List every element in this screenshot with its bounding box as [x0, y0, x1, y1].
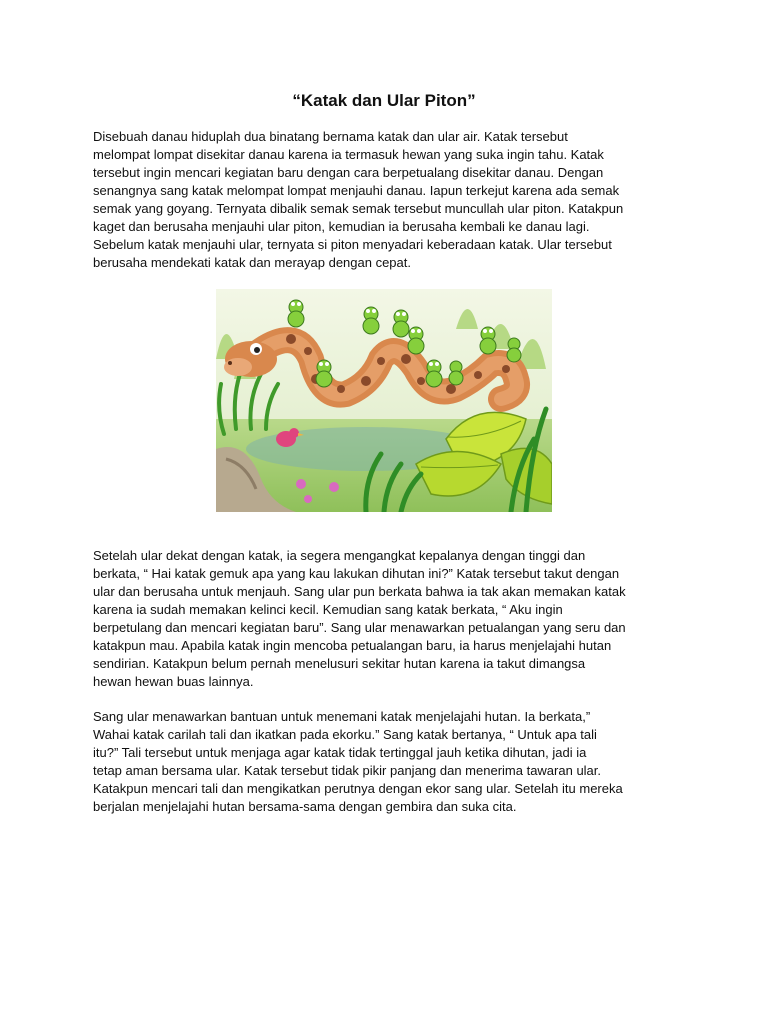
text-line: itu?” Tali tersebut untuk menjaga agar katak tidak tertinggal jauh ketika dihutan, jadi ia [93, 745, 587, 760]
paragraph-1 [93, 128, 683, 272]
text-line: berjalan menjelajahi hutan bersama-sama dengan gembira dan suka cita. [93, 799, 517, 814]
text-line: Sang ular menawarkan bantuan untuk menemani katak menjelajahi hutan. Ia berkata,” [93, 709, 591, 724]
text-line: sendirian. Katakpun belum pernah menelusuri sekitar hutan karena ia takut dimangsa [93, 656, 586, 671]
text-line: karena ia sudah memakan kelinci kecil. Kemudian sang katak berkata, “ Aku ingin [93, 602, 563, 617]
frog-icon [288, 300, 304, 327]
frog-icon [393, 310, 409, 337]
text-line: Disebuah danau hiduplah dua binatang bernama katak dan ular air. Katak tersebut [93, 129, 568, 144]
text-line: kaget dan berusaha menjauhi ular piton, kemudian ia berusaha kembali ke danau lagi. [93, 219, 590, 234]
text-line: senangnya sang katak melompat lompat menjauhi danau. Iapun terkejut karena ada semak [93, 183, 620, 198]
frog-icon [480, 327, 496, 354]
text-line: tersebut ingin mencari kegiatan baru dengan cara berpetualang disekitar danau. Dengan [93, 165, 604, 180]
frog-icon [316, 360, 332, 387]
text-line: Setelah ular dekat dengan katak, ia segera mengangkat kepalanya dengan tinggi dan [93, 548, 586, 563]
story-title: “Katak dan Ular Piton” [292, 91, 476, 110]
text-line: berusaha mendekati katak dan merayap dengan cepat. [93, 255, 411, 270]
text-line: melompat lompat disekitar danau karena ia termasuk hewan yang suka ingin tahu. Katak [93, 147, 604, 162]
text-line: katakpun mau. Apabila katak ingin mencoba petualangan baru, ia harus menjelajahi hutan [93, 638, 612, 653]
paragraph-3 [93, 708, 683, 816]
frog-icon [363, 307, 379, 334]
text-line: semak yang goyang. Ternyata dibalik semak semak tersebut muncullah ular piton. Katakpun [93, 201, 624, 216]
text-line: Wahai katak carilah tali dan ikatkan pada ekorku.” Sang katak bertanya, “ Untuk apa tali [93, 727, 597, 742]
text-line: berkata, “ Hai katak gemuk apa yang kau lakukan dihutan ini?” Katak tersebut takut dengan [93, 566, 620, 581]
text-line: berpetulang dan mencari kegiatan baru”. Sang ular menawarkan petualangan yang seru dan [93, 620, 626, 635]
text-line: hewan hewan buas lainnya. [93, 674, 254, 689]
paragraph-2 [93, 547, 683, 691]
text-line: ular dan berusaha untuk menjauh. Sang ular pun berkata bahwa ia tak akan memakan katak [93, 584, 626, 599]
python-and-frogs-illustration [216, 289, 552, 512]
text-line: Sebelum katak menjauhi ular, ternyata si piton menyadari keberadaan katak. Ular tersebut [93, 237, 612, 252]
text-line: tetap aman bersama ular. Katak tersebut tidak pikir panjang dan menerima tawaran ular. [93, 763, 602, 778]
frog-icon [408, 327, 424, 354]
story-illustration [216, 289, 552, 512]
text-line: Katakpun mencari tali dan mengikatkan perutnya dengan ekor sang ular. Setelah itu mereka [93, 781, 623, 796]
frog-icon [507, 338, 521, 362]
frog-icon [426, 360, 442, 387]
frog-icon [449, 361, 463, 385]
